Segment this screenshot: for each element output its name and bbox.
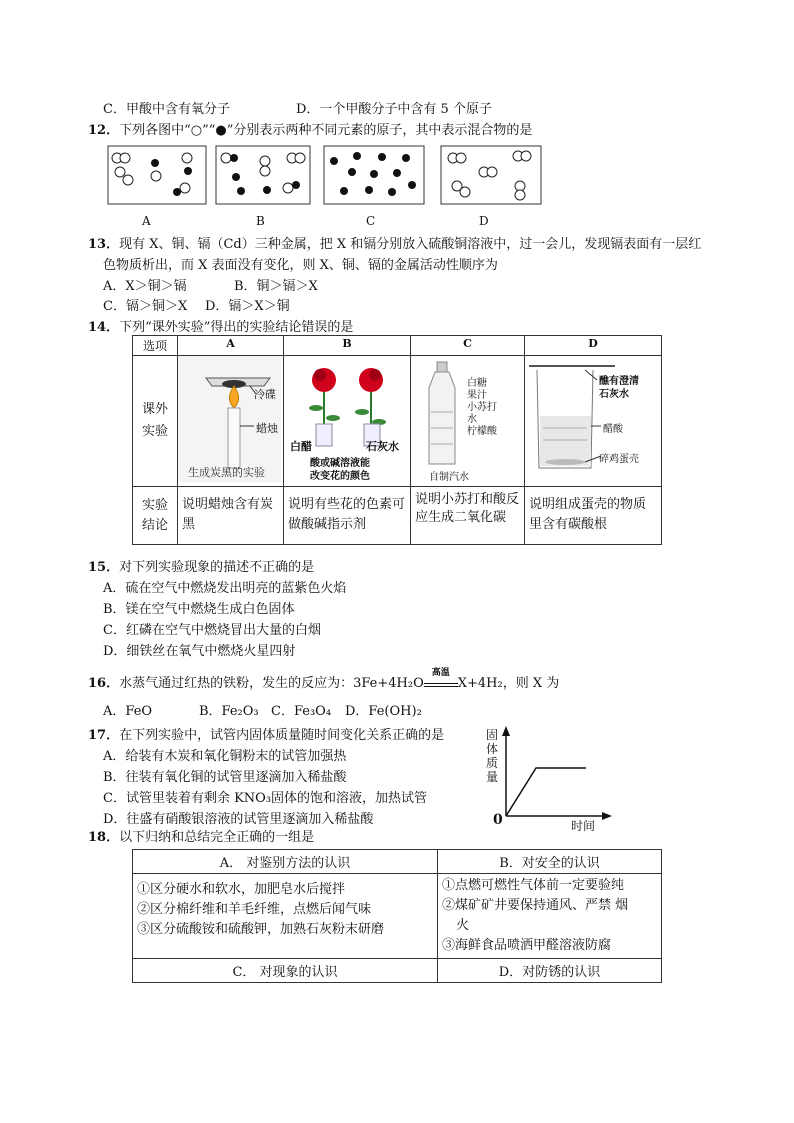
q18-header-b: B．对安全的认识 bbox=[438, 850, 662, 874]
black-atom bbox=[370, 170, 378, 178]
q13-option-d: D．镉＞X＞铜 bbox=[205, 299, 290, 314]
q18-number: 18． bbox=[88, 830, 120, 845]
black-atom bbox=[184, 167, 192, 175]
q15-option-c: C．红磷在空气中燃烧冒出大量的白烟 bbox=[103, 623, 321, 638]
black-atom bbox=[378, 153, 386, 161]
black-atom bbox=[151, 159, 159, 167]
q18-stem bbox=[88, 826, 314, 845]
label-limewater-dipped-2: 石灰水 bbox=[599, 389, 629, 400]
white-atom bbox=[521, 151, 531, 161]
graph-origin-label: 0 bbox=[493, 812, 503, 828]
q12-box-b bbox=[216, 146, 310, 204]
ingredient-baking-soda: 小苏打 bbox=[467, 402, 497, 413]
graph-x-axis-label: 时间 bbox=[571, 819, 596, 833]
white-atom bbox=[487, 167, 497, 177]
q16-stem bbox=[88, 668, 560, 691]
white-atom bbox=[460, 187, 470, 197]
q13-option-b: B．铜＞镉＞X bbox=[234, 279, 318, 294]
q18-header-c: C． 对现象的认识 bbox=[133, 959, 438, 983]
q14-header-c: C bbox=[411, 336, 525, 356]
black-atom bbox=[230, 154, 238, 162]
q12-box-d bbox=[441, 146, 541, 204]
label-limewater: 石灰水 bbox=[366, 440, 399, 453]
white-atom bbox=[283, 183, 293, 193]
label-limewater-dipped-1: 醮有澄清 bbox=[599, 376, 639, 387]
q17-option-d: D．往盛有硝酸银溶液的试管里逐滴加入稀盐酸 bbox=[103, 812, 374, 827]
q18-a-item-1: ①区分硬水和软水，加肥皂水后搅拌 bbox=[137, 882, 346, 897]
q12-text: 下列各图中“○”“●”分别表示两种不同元素的原子，其中表示混合物的是 bbox=[119, 123, 533, 138]
q15-number: 15． bbox=[88, 560, 120, 575]
white-atom bbox=[120, 153, 130, 163]
ingredient-water: 水 bbox=[467, 414, 477, 425]
black-atom bbox=[408, 181, 416, 189]
condition-high-temp: 高温 bbox=[431, 668, 450, 678]
q14-header-d: D bbox=[525, 336, 662, 356]
white-atom bbox=[115, 167, 125, 177]
q14-table bbox=[132, 335, 662, 545]
white-atom bbox=[260, 156, 270, 166]
mass-curve bbox=[506, 768, 586, 816]
black-atom bbox=[237, 187, 245, 195]
q11-option-d: D．一个甲酸分子中含有 5 个原子 bbox=[296, 102, 492, 117]
q17-option-a: A．给装有木炭和氧化铜粉末的试管加强热 bbox=[103, 749, 347, 764]
white-atom bbox=[180, 183, 190, 193]
label-candle: 蜡烛 bbox=[256, 422, 278, 435]
q16-option-d: D．Fe(OH)₂ bbox=[345, 704, 422, 719]
q13-text-1: 现有 X、铜、镉（Cd）三种金属，把 X 和镉分别放入硫酸铜溶液中，过一会儿，发现镉表面有一层红 bbox=[119, 237, 702, 252]
black-atom bbox=[330, 157, 338, 165]
q18-b-item-2: ②煤矿矿井要保持通风、严禁 烟 bbox=[442, 898, 629, 913]
q17-number: 17． bbox=[88, 728, 120, 743]
label-acetic-acid: 醋酸 bbox=[603, 424, 623, 435]
q14-text: 下列“课外实验”得出的实验结论错误的是 bbox=[119, 320, 354, 335]
q16-option-c: C．Fe₃O₄ bbox=[271, 704, 332, 719]
white-atom bbox=[182, 153, 192, 163]
ingredient-sugar: 白糖 bbox=[467, 378, 487, 389]
q18-a-item-2: ②区分棉纤维和羊毛纤维，点燃后闻气味 bbox=[137, 902, 372, 917]
q13-option-c: C．镉＞铜＞X bbox=[103, 299, 188, 314]
q18-header-d: D．对防锈的认识 bbox=[438, 959, 662, 983]
q13-stem-line2: 色物质析出，而 X 表面没有变化，则 X、铜、镉的金属活动性顺序为 bbox=[103, 258, 498, 273]
q14-header-b: B bbox=[284, 336, 411, 356]
q12-label-c: C bbox=[366, 214, 376, 228]
q17-option-b: B．往装有氧化铜的试管里逐滴加入稀盐酸 bbox=[103, 770, 347, 785]
q14-number: 14． bbox=[88, 320, 120, 335]
label-cold-plate: 冷碟 bbox=[254, 388, 276, 401]
black-atom bbox=[388, 188, 396, 196]
ingredient-citric-acid: 柠檬酸 bbox=[467, 426, 497, 437]
q14-image-b-cell bbox=[284, 356, 411, 487]
q14-stem bbox=[88, 316, 353, 335]
caption-soot-experiment: 生成炭黑的实验 bbox=[188, 466, 265, 479]
caption-b-line1: 酸或碱溶液能 bbox=[310, 458, 370, 469]
graph-y-axis-label: 固体质量 bbox=[486, 728, 499, 784]
ingredient-juice: 果汁 bbox=[467, 390, 487, 401]
q18-text: 以下归纳和总结完全正确的一组是 bbox=[119, 830, 315, 845]
black-atom bbox=[393, 169, 401, 177]
q17-text: 在下列实验中，试管内固体质量随时间变化关系正确的是 bbox=[119, 728, 445, 743]
q18-table bbox=[132, 849, 662, 983]
q16-text-2: X+4H₂，则 X 为 bbox=[457, 676, 560, 691]
q14-row-label-conclusion: 实验 结论 bbox=[133, 487, 178, 545]
q13-number: 13． bbox=[88, 237, 120, 252]
q11-option-c: C．甲酸中含有氧分子 bbox=[103, 102, 230, 117]
q14-image-a-cell bbox=[178, 356, 284, 487]
q12-label-b: B bbox=[256, 214, 265, 228]
q18-cell-b bbox=[438, 874, 662, 959]
white-atom bbox=[221, 153, 231, 163]
q14-image-d-cell bbox=[525, 356, 662, 487]
q14-row-label-experiment: 课外 实验 bbox=[133, 356, 178, 487]
reaction-condition bbox=[424, 668, 458, 687]
q18-header-a: A． 对鉴别方法的认识 bbox=[133, 850, 438, 874]
black-atom bbox=[292, 181, 300, 189]
q14-conclusion-a: 说明蜡烛含有炭黑 bbox=[178, 487, 284, 545]
q12-label-a: A bbox=[142, 214, 151, 228]
black-atom bbox=[353, 152, 361, 160]
white-atom bbox=[123, 175, 133, 185]
black-atom bbox=[348, 168, 356, 176]
q12-number: 12． bbox=[88, 123, 120, 138]
q14-conclusion-d: 说明组成蛋壳的物质里含有碳酸根 bbox=[525, 487, 662, 545]
q12-box-c bbox=[324, 146, 424, 204]
label-crushed-eggshell: 碎鸡蛋壳 bbox=[599, 454, 639, 465]
white-atom bbox=[260, 166, 270, 176]
black-atom bbox=[232, 173, 240, 181]
q12-box-a bbox=[108, 146, 206, 204]
black-atom bbox=[263, 186, 271, 194]
black-atom bbox=[340, 187, 348, 195]
white-atom bbox=[295, 153, 305, 163]
white-atom bbox=[456, 153, 466, 163]
q18-b-item-2-cont: 火 bbox=[456, 918, 470, 933]
q16-option-a: A．FeO bbox=[103, 704, 153, 719]
q15-text: 对下列实验现象的描述不正确的是 bbox=[119, 560, 315, 575]
q18-b-item-3: ③海鲜食品喷洒甲醛溶液防腐 bbox=[442, 938, 612, 953]
q17-stem bbox=[88, 724, 444, 743]
black-atom bbox=[365, 186, 373, 194]
soda-ingredients bbox=[467, 378, 519, 438]
q14-image-c-cell bbox=[411, 356, 525, 487]
caption-b-line2: 改变花的颜色 bbox=[310, 471, 370, 482]
white-atom bbox=[515, 190, 525, 200]
q15-option-a: A．硫在空气中燃烧发出明亮的蓝紫色火焰 bbox=[103, 581, 347, 596]
black-atom bbox=[402, 154, 410, 162]
q16-text: 水蒸气通过红热的铁粉，发生的反应为：3Fe+4H₂O bbox=[119, 676, 424, 691]
q12-label-d: D bbox=[479, 214, 489, 228]
q16-number: 16． bbox=[88, 676, 120, 691]
q12-particle-diagrams bbox=[0, 0, 794, 240]
label-vinegar: 白醋 bbox=[290, 440, 312, 453]
q13-stem-line1 bbox=[88, 233, 701, 252]
q14-header-a: A bbox=[178, 336, 284, 356]
q18-a-item-3: ③区分硫酸铵和硫酸钾，加熟石灰粉末研磨 bbox=[137, 922, 385, 937]
q14-conclusion-b: 说明有些花的色素可做酸碱指示剂 bbox=[284, 487, 411, 545]
white-atom bbox=[151, 171, 161, 181]
q16-option-b: B．Fe₂O₃ bbox=[199, 704, 259, 719]
q18-cell-a bbox=[133, 874, 438, 959]
q15-option-d: D．细铁丝在氧气中燃烧火星四射 bbox=[103, 644, 296, 659]
q15-option-b: B．镁在空气中燃烧生成白色固体 bbox=[103, 602, 295, 617]
q14-conclusion-c: 说明小苏打和酸反应生成二氧化碳 bbox=[411, 487, 525, 545]
q17-option-c: C．试管里装着有剩余 KNO₃固体的饱和溶液，加热试管 bbox=[103, 791, 428, 806]
caption-homemade-soda: 自制汽水 bbox=[429, 472, 469, 483]
q18-b-item-1: ①点燃可燃性气体前一定要验纯 bbox=[442, 878, 625, 893]
q14-header-option: 选项 bbox=[133, 336, 178, 356]
q13-option-a: A．X＞铜＞镉 bbox=[103, 279, 187, 294]
q15-stem bbox=[88, 556, 314, 575]
